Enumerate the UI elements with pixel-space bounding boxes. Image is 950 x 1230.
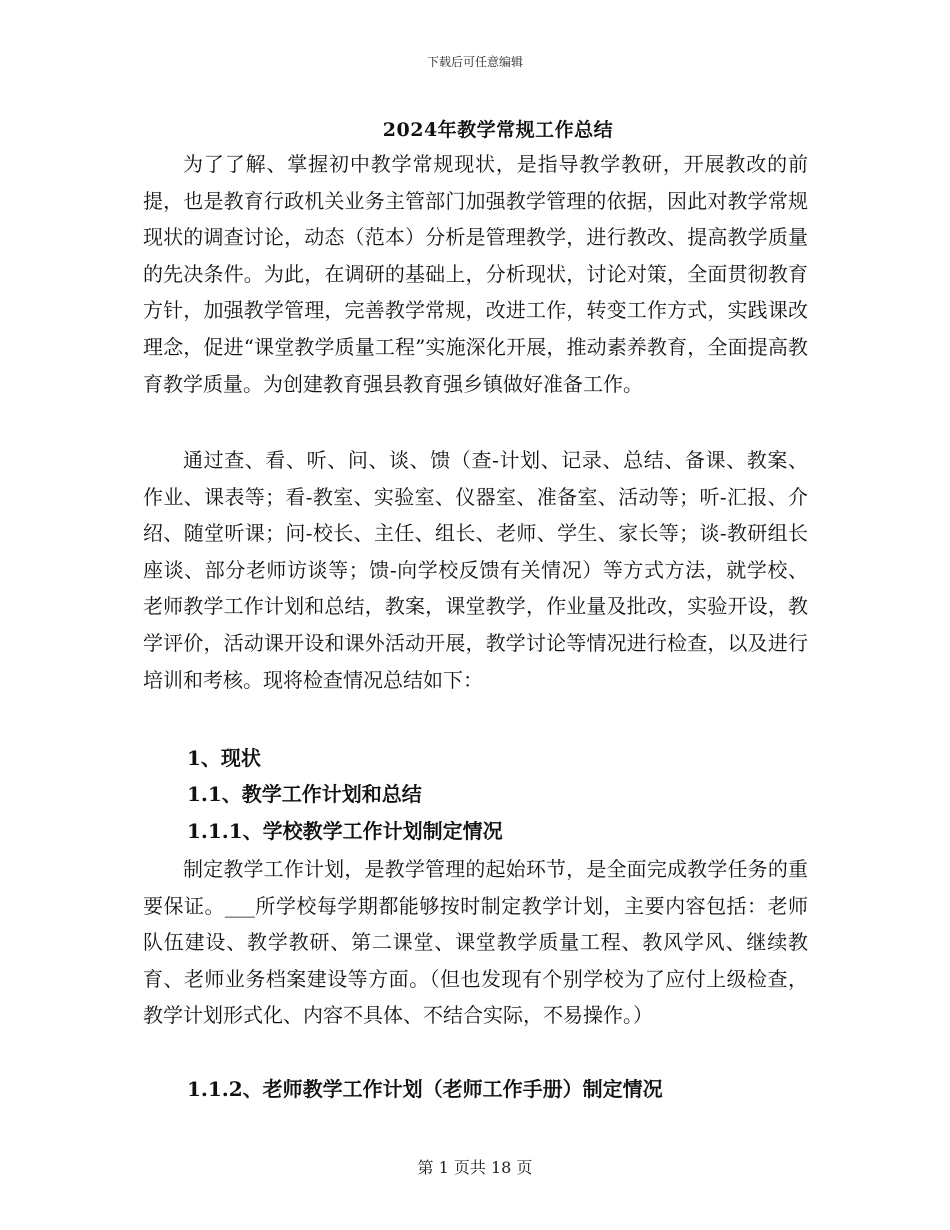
page-number: 第 1 页共 18 页: [417, 1158, 533, 1177]
heading-section-1-1-2: 1.1.2、老师教学工作计划（老师工作手册）制定情况: [187, 1077, 663, 1101]
heading-section-1-1-1: 1.1.1、学校教学工作计划制定情况: [187, 819, 503, 843]
document-title: 2024年教学常规工作总结: [382, 119, 614, 141]
paragraph-methods: 通过查、看、听、问、谈、馈（查-计划、记录、总结、备课、教案、作业、课表等；看-教室、实验室、仪器室、准备室、活动等；听-汇报、介绍、随堂听课；问-校长、主任、组长、老师、学生、家长等；谈-教研组长座谈、部分老师访谈等；馈-向学校反馈有关情况）等方式方法，就学校、老师教学工作计划和总结，教案，课堂教学，作业量及批改，实验开设，教学评价，活动课开设和课外活动开展，教学讨论等情况进行检查，以及进行培训和考核。现将检查情况总结如下：: [143, 448, 808, 692]
paragraph-intro: 为了了解、掌握初中教学常规现状，是指导教学教研，开展教改的前提，也是教育行政机关业务主管部门加强教学管理的依据，因此对教学常规现状的调查讨论，动态（范本）分析是管理教学，进行教改、提高教学质量的先决条件。为此，在调研的基础上，分析现状，讨论对策，全面贯彻教育方针，加强教学管理，完善教学常规，改进工作，转变工作方式，实践课改理念，促进“课堂教学质量工程”实施深化开展，推动素养教育，全面提高教育教学质量。为创建教育强县教育强乡镇做好准备工作。: [143, 152, 808, 396]
paragraph-school-plan: 制定教学工作计划，是教学管理的起始环节，是全面完成教学任务的重要保证。___所学校每学期都能够按时制定教学计划，主要内容包括：老师队伍建设、教学教研、第二课堂、课堂教学质量工程、教风学风、继续教育、老师业务档案建设等方面。（但也发现有个别学校为了应付上级检查，教学计划形式化、内容不具体、不结合实际，不易操作。）: [143, 857, 808, 1028]
header-note: 下载后可任意编辑: [426, 55, 523, 69]
heading-section-1-1: 1.1、教学工作计划和总结: [187, 782, 422, 806]
heading-section-1: 1、现状: [187, 746, 261, 770]
